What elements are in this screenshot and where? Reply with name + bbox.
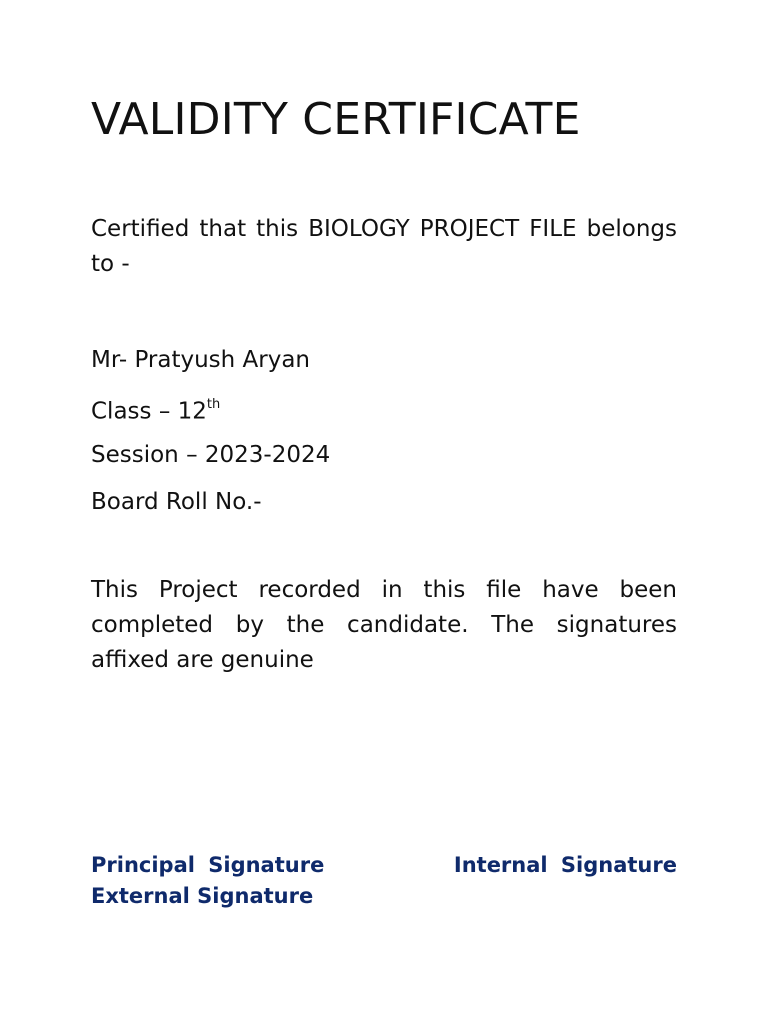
certification-intro: Certified that this BIOLOGY PROJECT FILE belongs to - — [91, 216, 677, 277]
class-label: Class – 12 — [91, 398, 207, 425]
principal-signature-label: Principal Signature — [91, 853, 325, 877]
certificate-page — [91, 0, 677, 1024]
board-roll-line: Board Roll No.- — [91, 489, 262, 515]
session-line: Session – 2023-2024 — [91, 442, 331, 468]
completion-statement: This Project recorded in this file have been completed by the candidate. The signatures affixed are genuine — [91, 577, 677, 673]
class-line — [91, 392, 220, 427]
internal-signature-label: Internal Signature — [453, 853, 677, 877]
class-suffix: th — [206, 397, 221, 412]
external-signature-label: External Signature — [91, 884, 314, 908]
certificate-title: VALIDITY CERTIFICATE — [91, 94, 581, 145]
student-name: Mr- Pratyush Aryan — [91, 347, 311, 373]
